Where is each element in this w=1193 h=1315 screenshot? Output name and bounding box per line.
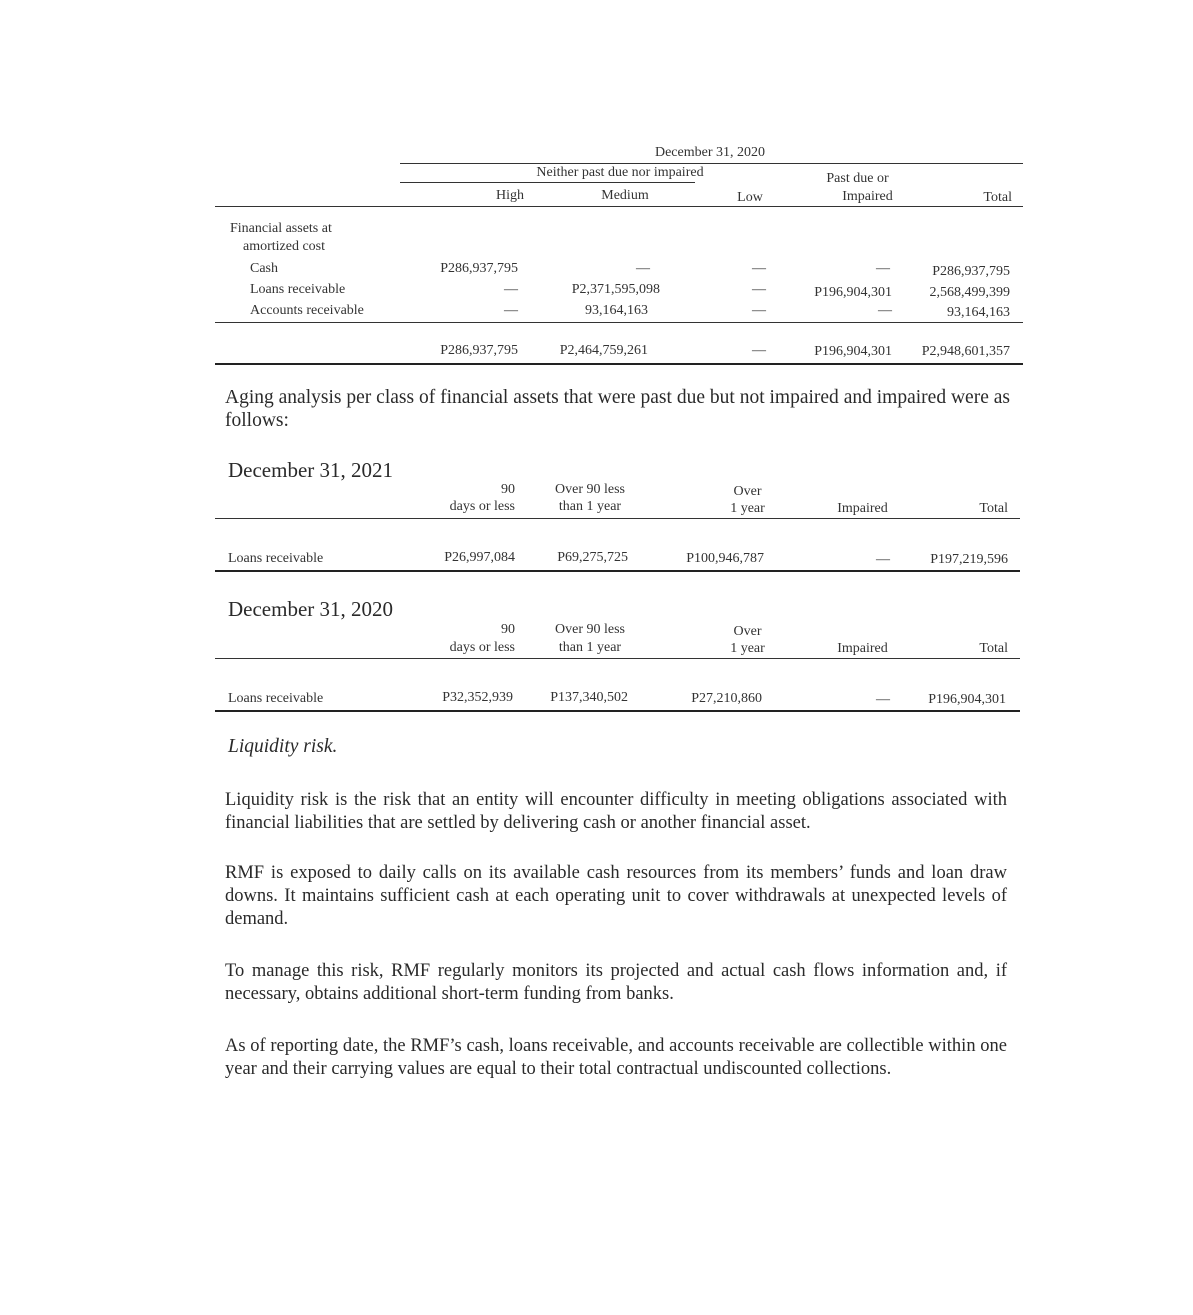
- divider: [215, 570, 1020, 572]
- col-header-over-90: Over 90 less: [555, 622, 625, 637]
- divider: [215, 658, 1020, 659]
- col-header-over-1-year-line2: 1 year: [730, 641, 765, 656]
- cell-past-due: P196,904,301: [814, 285, 892, 300]
- cell-impaired: —: [876, 552, 890, 567]
- cell-medium: 93,164,163: [585, 303, 648, 318]
- col-header-total: Total: [983, 190, 1012, 205]
- col-header-total: Total: [979, 641, 1008, 656]
- cell-low: —: [752, 261, 766, 276]
- total-total: P2,948,601,357: [921, 344, 1010, 359]
- col-header-impaired: Impaired: [837, 501, 888, 516]
- col-header-over-1-year: Over: [733, 484, 762, 499]
- col-header-past-due: Past due or: [826, 171, 889, 186]
- col-header-90-line2: days or less: [449, 499, 515, 514]
- cell-total: P197,219,596: [930, 552, 1008, 567]
- cell-over-1-year: P27,210,860: [691, 691, 762, 706]
- col-header-over-1-year-line2: 1 year: [730, 501, 765, 516]
- aging-date-heading: December 31, 2021: [228, 458, 394, 482]
- cell-medium: P2,371,595,098: [571, 282, 660, 297]
- paragraph: RMF is exposed to daily calls on its available cash resources from its members’ funds and loan draw downs. It maintains sufficient cash at each operating unit to cover withdrawals at unexpected levels of demand.: [225, 863, 1007, 929]
- cell-high: —: [504, 303, 518, 318]
- col-header-low: Low: [737, 190, 763, 205]
- divider: [215, 710, 1020, 712]
- cell-total: 2,568,499,399: [929, 285, 1010, 300]
- paragraph: Liquidity risk is the risk that an entity will encounter difficulty in meeting obligations associated with financial liabilities that are settled by delivering cash or another financial asset.: [225, 790, 1007, 833]
- divider: [215, 322, 1023, 323]
- cell-over-90: P69,275,725: [557, 550, 628, 565]
- cell-high: —: [504, 282, 518, 297]
- paragraph: As of reporting date, the RMF’s cash, loans receivable, and accounts receivable are collectible within one year and their carrying values are equal to their total contractual undiscounted collections.: [225, 1036, 1007, 1079]
- total-medium: P2,464,759,261: [559, 343, 648, 358]
- total-past-due: P196,904,301: [814, 344, 892, 359]
- col-header-90: 90: [501, 482, 515, 497]
- col-header-over-90-line2: than 1 year: [558, 499, 622, 514]
- cell-impaired: —: [876, 692, 890, 707]
- divider: [215, 363, 1023, 365]
- row-label: Accounts receivable: [250, 303, 364, 318]
- divider: [400, 163, 1023, 164]
- col-header-over-90-line2: than 1 year: [558, 640, 622, 655]
- cell-high: P286,937,795: [440, 261, 518, 276]
- table-date-header: December 31, 2020: [654, 145, 766, 160]
- total-high: P286,937,795: [440, 343, 518, 358]
- col-header-medium: Medium: [601, 188, 649, 203]
- cell-low: —: [752, 303, 766, 318]
- cell-total: P196,904,301: [928, 692, 1006, 707]
- cell-past-due: —: [878, 303, 892, 318]
- row-label: Cash: [250, 261, 278, 276]
- divider: [215, 206, 1023, 207]
- paragraph: To manage this risk, RMF regularly monitors its projected and actual cash flows information and, if necessary, obtains additional short-term funding from banks.: [225, 961, 1007, 1004]
- cell-90: P26,997,084: [444, 550, 515, 565]
- cell-total: 93,164,163: [947, 305, 1010, 320]
- section-heading: Liquidity risk.: [228, 736, 338, 757]
- col-header-over-90: Over 90 less: [555, 482, 625, 497]
- row-label: Loans receivable: [228, 551, 324, 566]
- aging-date-heading: December 31, 2020: [228, 597, 394, 621]
- col-header-90-line2: days or less: [449, 640, 515, 655]
- cell-low: —: [752, 282, 766, 297]
- aging-intro: Aging analysis per class of financial assets that were past due but not impaired and impaired were as follows:: [225, 387, 1010, 431]
- divider: [215, 518, 1020, 519]
- cell-total: P286,937,795: [932, 264, 1010, 279]
- col-header-total: Total: [979, 501, 1008, 516]
- col-header-past-due-line2: Impaired: [842, 189, 893, 204]
- divider: [400, 182, 695, 183]
- section-label-line2: amortized cost: [243, 239, 326, 254]
- section-label: Financial assets at: [230, 221, 332, 236]
- total-low: —: [752, 343, 766, 358]
- cell-over-1-year: P100,946,787: [686, 551, 764, 566]
- col-header-impaired: Impaired: [837, 641, 888, 656]
- col-header-over-1-year: Over: [733, 624, 762, 639]
- row-label: Loans receivable: [228, 691, 324, 706]
- row-label: Loans receivable: [250, 282, 346, 297]
- cell-past-due: —: [876, 261, 890, 276]
- cell-medium: —: [636, 261, 650, 276]
- cell-over-90: P137,340,502: [550, 690, 628, 705]
- cell-90: P32,352,939: [442, 690, 513, 705]
- col-header-high: High: [496, 188, 524, 203]
- group-header: Neither past due nor impaired: [536, 165, 704, 180]
- col-header-90: 90: [501, 622, 515, 637]
